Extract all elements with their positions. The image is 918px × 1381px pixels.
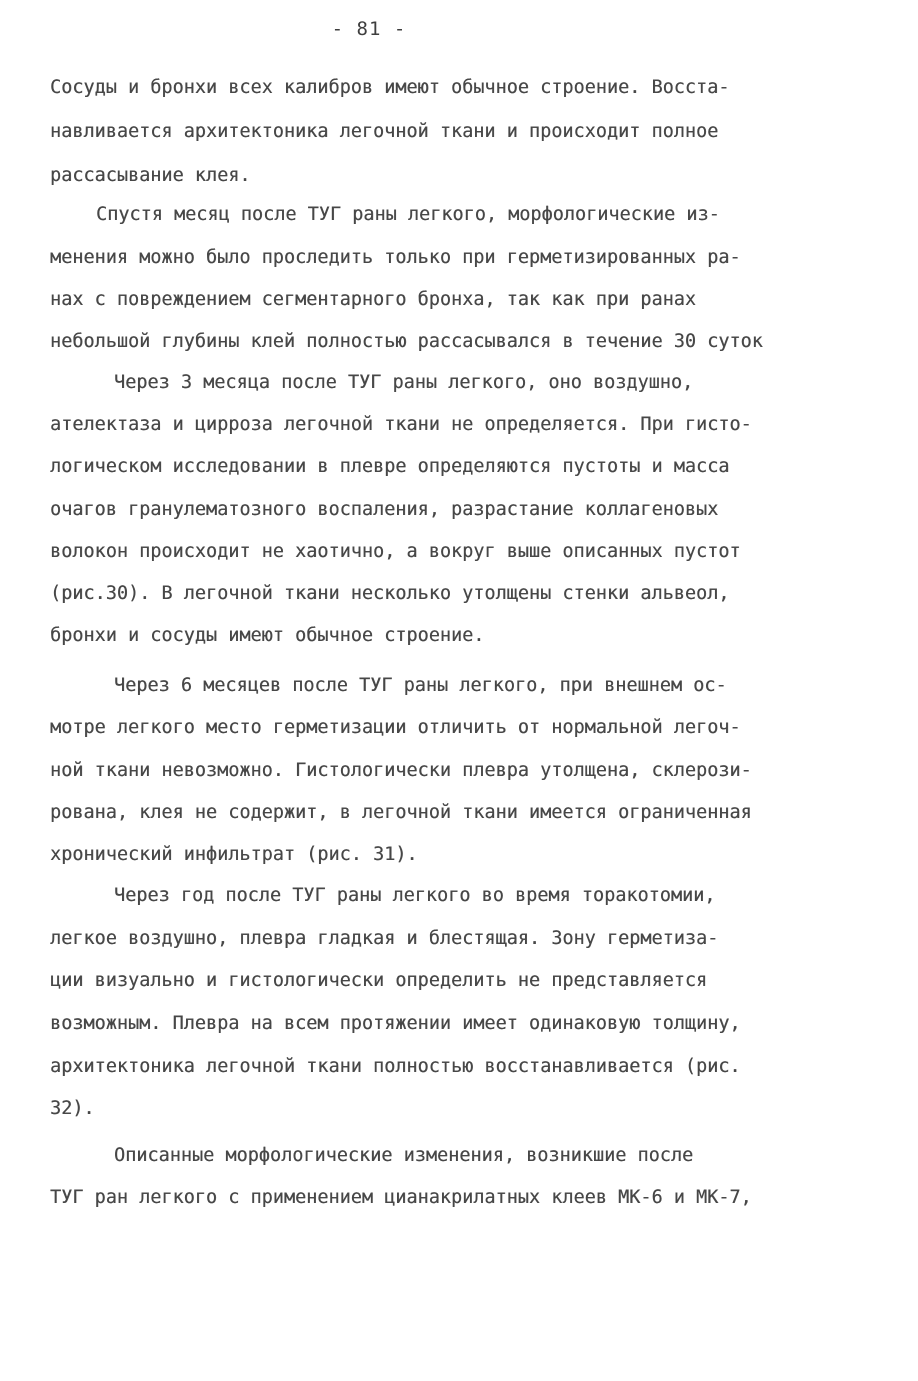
text-line: ТУГ ран легкого с применением цианакрилатных клеев МК-6 и МК-7,	[50, 1187, 752, 1208]
text-line: ной ткани невозможно. Гистологически плевра утолщена, склерози-	[50, 760, 752, 781]
text-line: легкое воздушно, плевра гладкая и блестящая. Зону герметиза-	[50, 928, 719, 949]
page-number: - 81 -	[331, 18, 407, 40]
text-line: Описанные морфологические изменения, возникшие после	[114, 1145, 694, 1166]
text-line: бронхи и сосуды имеют обычное строение.	[50, 625, 485, 646]
text-line: рассасывание клея.	[50, 165, 251, 186]
text-line: Через 3 месяца после ТУГ раны легкого, оно воздушно,	[114, 372, 694, 393]
text-line: (рис.30). В легочной ткани несколько утолщены стенки альвеол,	[50, 583, 730, 604]
text-line: навливается архитектоника легочной ткани и происходит полное	[50, 121, 719, 142]
text-line: небольшой глубины клей полностью рассасывался в течение 30 суток	[50, 331, 763, 352]
text-line: Через 6 месяцев после ТУГ раны легкого, при внешнем ос-	[114, 675, 727, 696]
text-line: Через год после ТУГ раны легкого во время торакотомии,	[114, 885, 716, 906]
text-line: мотре легкого место герметизации отличить от нормальной легоч-	[50, 717, 741, 738]
text-line: очагов гранулематозного воспаления, разрастание коллагеновых	[50, 499, 719, 520]
text-line: нах с повреждением сегментарного бронха, так как при ранах	[50, 289, 697, 310]
text-line: логическом исследовании в плевре определяются пустоты и масса	[50, 456, 730, 477]
text-line: ции визуально и гистологически определить не представляется	[50, 970, 708, 991]
text-line: возможным. Плевра на всем протяжении имеет одинаковую толщину,	[50, 1013, 741, 1034]
text-line: архитектоника легочной ткани полностью восстанавливается (рис.	[50, 1056, 741, 1077]
text-line: менения можно было проследить только при герметизированных ра-	[50, 247, 741, 268]
text-line: хронический инфильтрат (рис. 31).	[50, 844, 418, 865]
text-line: 32).	[50, 1098, 95, 1119]
text-line: Сосуды и бронхи всех калибров имеют обычное строение. Восста-	[50, 77, 730, 98]
text-line: рована, клея не содержит, в легочной ткани имеется ограниченная	[50, 802, 752, 823]
text-line: ателектаза и цирроза легочной ткани не определяется. При гисто-	[50, 414, 752, 435]
text-line: волокон происходит не хаотично, а вокруг выше описанных пустот	[50, 541, 741, 562]
text-line: Спустя месяц после ТУГ раны легкого, морфологические из-	[96, 204, 720, 225]
